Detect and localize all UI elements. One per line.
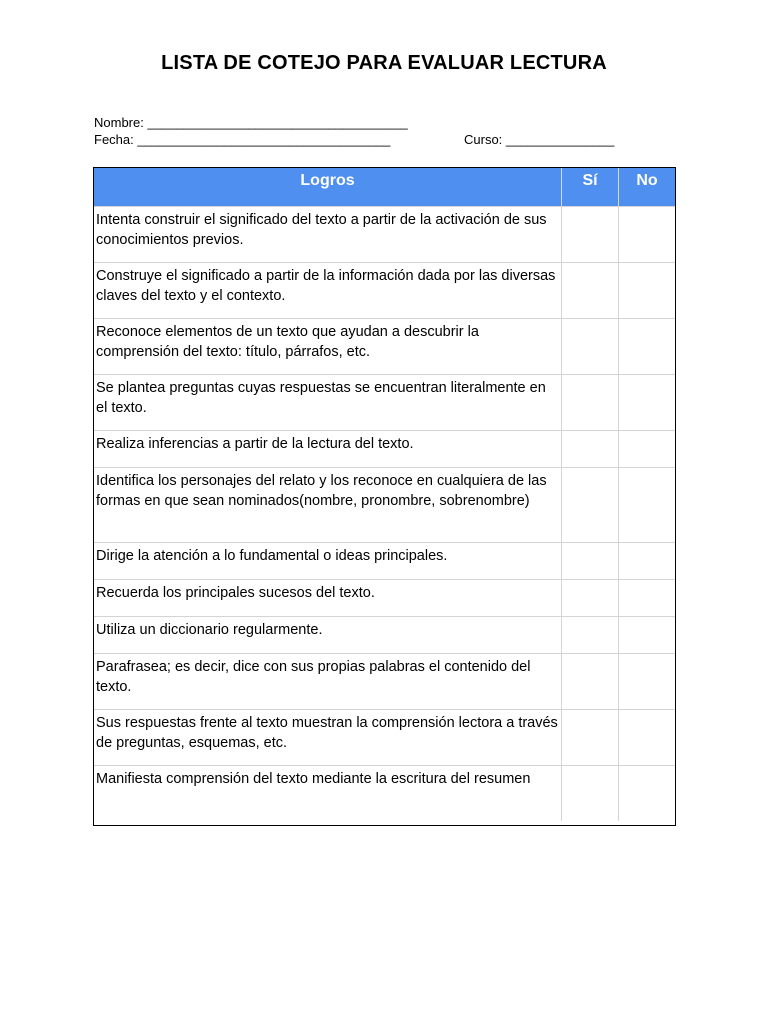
no-checkbox-cell[interactable]	[618, 710, 675, 765]
table-row	[94, 467, 675, 542]
fecha-field: Fecha: ___________________________________	[94, 132, 391, 147]
no-checkbox-cell[interactable]	[618, 580, 675, 616]
si-checkbox-cell[interactable]	[561, 580, 618, 616]
table-row	[94, 616, 675, 653]
logro-text: Recuerda los principales sucesos del texto.	[96, 585, 375, 601]
si-checkbox-cell[interactable]	[561, 710, 618, 765]
table-row	[94, 653, 675, 709]
checklist-table	[93, 167, 676, 826]
header-logros: Logros	[300, 172, 355, 189]
table-row	[94, 579, 675, 616]
si-checkbox-cell[interactable]	[561, 207, 618, 262]
logro-text: Realiza inferencias a partir de la lectura del texto.	[96, 436, 414, 452]
logro-text: Intenta construir el significado del texto a partir de la activación de sus conocimientos previos.	[96, 212, 547, 248]
table-row	[94, 374, 675, 430]
si-checkbox-cell[interactable]	[561, 263, 618, 318]
header-no: No	[618, 168, 675, 206]
no-checkbox-cell[interactable]	[618, 468, 675, 542]
logro-text: Reconoce elementos de un texto que ayudan a descubrir la comprensión del texto: título, párrafos, etc.	[96, 324, 479, 360]
si-checkbox-cell[interactable]	[561, 375, 618, 430]
si-checkbox-cell[interactable]	[561, 543, 618, 579]
si-checkbox-cell[interactable]	[561, 654, 618, 709]
table-row	[94, 318, 675, 374]
si-checkbox-cell[interactable]	[561, 766, 618, 821]
table-row	[94, 765, 675, 821]
document-title: LISTA DE COTEJO PARA EVALUAR LECTURA	[161, 52, 607, 74]
logro-text: Manifiesta comprensión del texto mediante la escritura del resumen	[96, 771, 531, 787]
table-header	[94, 168, 675, 206]
no-checkbox-cell[interactable]	[618, 207, 675, 262]
no-checkbox-cell[interactable]	[618, 766, 675, 821]
logro-text: Identifica los personajes del relato y los reconoce en cualquiera de las formas en que sean nominados(nombre, pronombre, sobrenombre)	[96, 473, 547, 509]
table-row	[94, 206, 675, 262]
no-checkbox-cell[interactable]	[618, 617, 675, 653]
no-checkbox-cell[interactable]	[618, 319, 675, 374]
logro-text: Sus respuestas frente al texto muestran la comprensión lectora a través de preguntas, esquemas, etc.	[96, 715, 558, 751]
logro-text: Dirige la atención a lo fundamental o ideas principales.	[96, 548, 448, 564]
curso-field: Curso: _______________	[464, 132, 615, 147]
table-body	[94, 206, 675, 821]
table-row	[94, 262, 675, 318]
no-checkbox-cell[interactable]	[618, 431, 675, 467]
table-row	[94, 542, 675, 579]
header-si: Sí	[561, 168, 618, 206]
logro-text: Utiliza un diccionario regularmente.	[96, 622, 323, 638]
si-checkbox-cell[interactable]	[561, 319, 618, 374]
logro-text: Se plantea preguntas cuyas respuestas se encuentran literalmente en el texto.	[96, 380, 546, 416]
si-checkbox-cell[interactable]	[561, 617, 618, 653]
no-checkbox-cell[interactable]	[618, 543, 675, 579]
table-row	[94, 709, 675, 765]
logro-text: Construye el significado a partir de la información dada por las diversas claves del texto y el contexto.	[96, 268, 556, 304]
si-checkbox-cell[interactable]	[561, 431, 618, 467]
no-checkbox-cell[interactable]	[618, 654, 675, 709]
no-checkbox-cell[interactable]	[618, 263, 675, 318]
no-checkbox-cell[interactable]	[618, 375, 675, 430]
table-row	[94, 430, 675, 467]
nombre-field: Nombre: ____________________________________	[94, 115, 408, 130]
logro-text: Parafrasea; es decir, dice con sus propias palabras el contenido del texto.	[96, 659, 531, 695]
si-checkbox-cell[interactable]	[561, 468, 618, 542]
